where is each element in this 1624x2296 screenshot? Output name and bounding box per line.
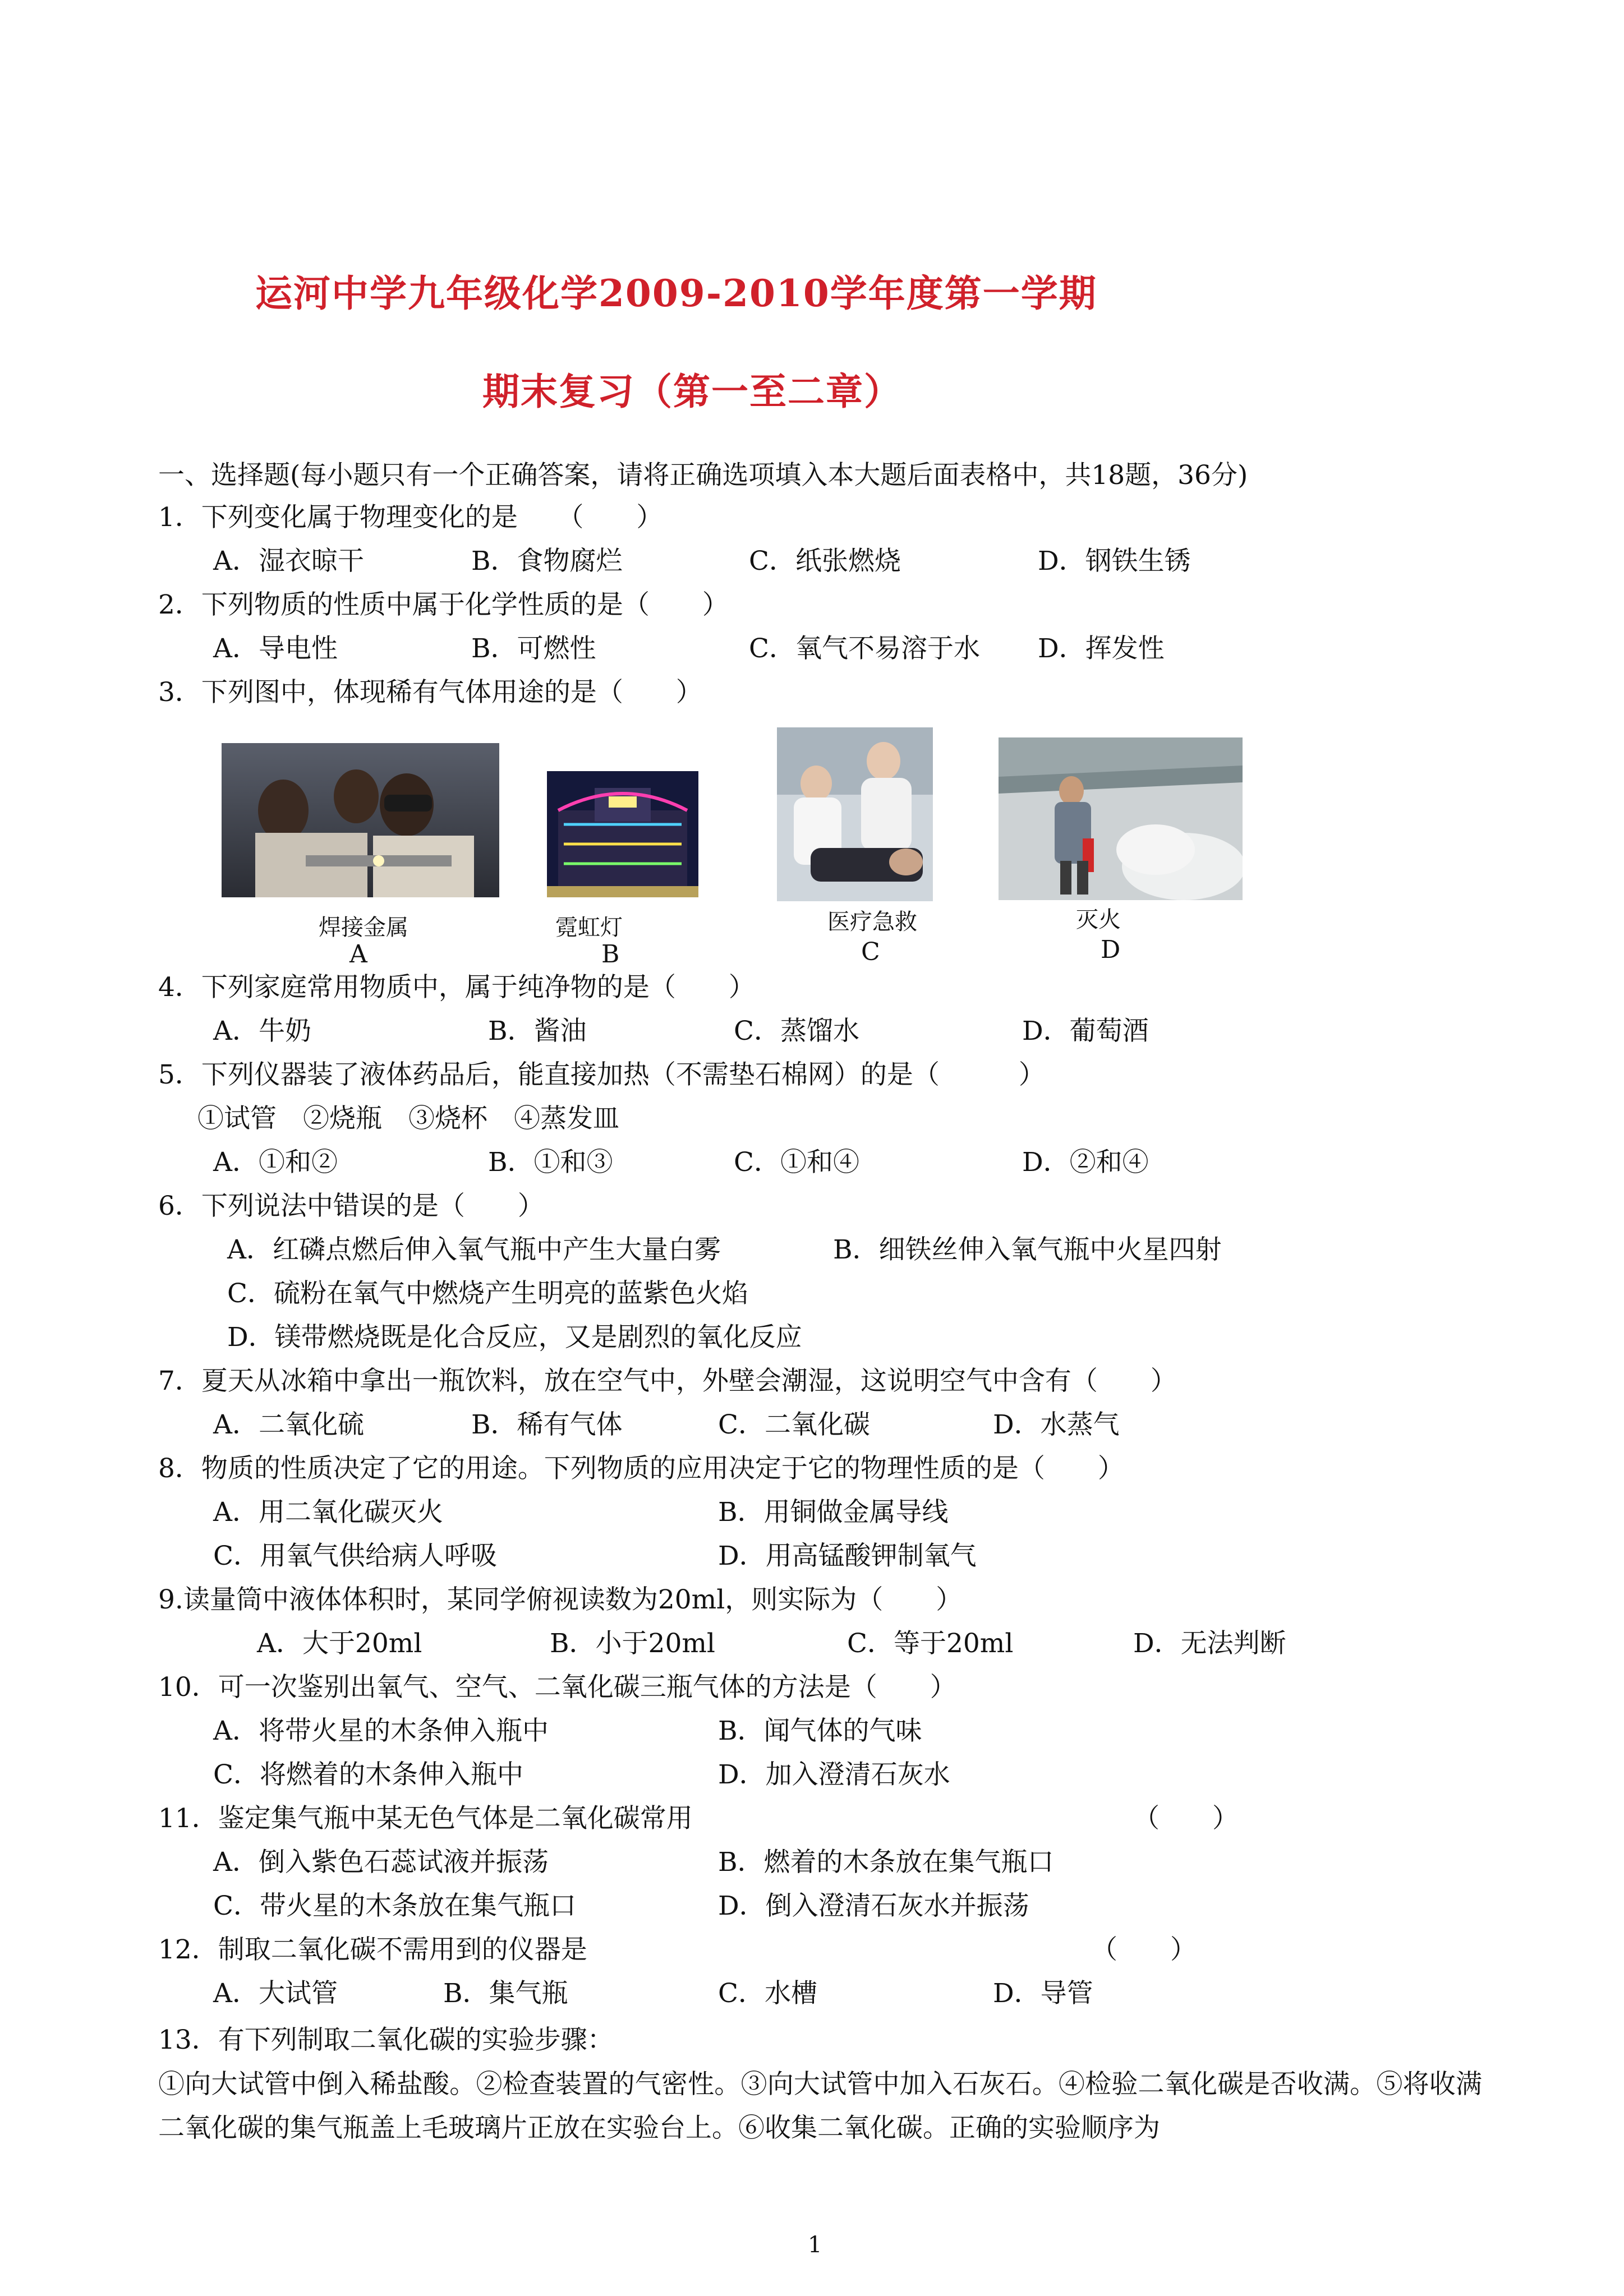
question-8-option-c: C．用氧气供给病人呼吸 [213,1541,497,1571]
question-6-option-b: B．细铁丝伸入氧气瓶中火星四射 [833,1234,1222,1265]
caption-a: 焊接金属 [319,915,408,940]
question-9-stem: 9.读量筒中液体体积时，某同学俯视读数为20ml，则实际为（ ） [158,1584,963,1615]
question-2-option-c: C．氧气不易溶于水 [749,633,980,664]
question-12-option-c: C．水槽 [718,1978,817,2009]
question-9-option-a: A．大于20ml [257,1628,422,1659]
question-11-stem: 11．鉴定集气瓶中某无色气体是二氧化碳常用 [158,1803,693,1834]
question-6-option-d: D．镁带燃烧既是化合反应，又是剧烈的氧化反应 [227,1322,802,1353]
question-5-option-c: C．①和④ [734,1147,859,1178]
question-4-option-a: A．牛奶 [213,1016,311,1046]
question-8-option-a: A．用二氧化碳灭火 [213,1497,443,1528]
question-4-option-b: B．酱油 [488,1016,587,1046]
page-title-line2: 期末复习（第一至二章） [482,370,902,413]
question-12-option-d: D．导管 [993,1978,1093,2009]
question-10-option-a: A．将带火星的木条伸入瓶中 [213,1716,549,1746]
question-12-paren: （ ） [1091,1934,1197,1965]
question-5-option-b: B．①和③ [488,1147,613,1178]
question-11-option-d: D．倒入澄清石灰水并振荡 [718,1891,1029,1921]
question-9-option-b: B．小于20ml [550,1628,715,1659]
page-title-line1: 运河中学九年级化学2009-2010学年度第一学期 [255,271,1097,315]
question-7-option-b: B．稀有气体 [471,1409,623,1440]
question-9-option-d: D．无法判断 [1133,1628,1286,1659]
question-6-option-c: C．硫粉在氧气中燃烧产生明亮的蓝紫色火焰 [227,1278,748,1309]
question-5-items: ①试管 ②烧瓶 ③烧杯 ④蒸发皿 [197,1103,619,1134]
letter-d: D [1101,935,1121,964]
letter-b: B [601,940,620,969]
caption-c: 医疗急救 [827,909,917,935]
question-8-stem: 8．物质的性质决定了它的用途。下列物质的应用决定于它的物理性质的是（ ） [158,1453,1124,1484]
welding-photo [222,743,499,897]
caption-d: 灭火 [1076,907,1121,933]
letter-a: A [349,940,367,969]
neon-light-photo [547,771,698,897]
question-1-option-d: D．钢铁生锈 [1038,546,1191,577]
question-4-stem: 4．下列家庭常用物质中，属于纯净物的是（ ） [158,972,755,1003]
question-8-option-b: B．用铜做金属导线 [718,1497,949,1528]
question-10-option-d: D．加入澄清石灰水 [718,1759,950,1790]
question-10-option-b: B．闻气体的气味 [718,1716,922,1746]
question-5-stem: 5．下列仪器装了液体药品后，能直接加热（不需垫石棉网）的是（ ） [158,1059,1045,1090]
question-5-option-d: D．②和④ [1022,1147,1149,1178]
question-12-option-b: B．集气瓶 [443,1978,568,2009]
question-10-stem: 10．可一次鉴别出氧气、空气、二氧化碳三瓶气体的方法是（ ） [158,1672,956,1703]
question-2-option-a: A．导电性 [213,633,338,664]
medical-rescue-photo [777,727,933,901]
question-2-option-b: B．可燃性 [471,633,596,664]
question-5-option-a: A．①和② [213,1147,338,1178]
question-4-option-d: D．葡萄酒 [1022,1016,1149,1046]
question-1-option-c: C．纸张燃烧 [749,546,901,577]
fire-extinguishing-photo [999,737,1243,900]
question-8-option-d: D．用高锰酸钾制氧气 [718,1541,977,1571]
section-heading: 一、选择题(每小题只有一个正确答案，请将正确选项填入本大题后面表格中，共18题，36分) [158,460,1248,491]
question-10-option-c: C．将燃着的木条伸入瓶中 [213,1759,523,1790]
question-2-stem: 2．下列物质的性质中属于化学性质的是（ ） [158,589,729,620]
question-7-stem: 7．夏天从冰箱中拿出一瓶饮料，放在空气中，外壁会潮湿，这说明空气中含有（ ） [158,1366,1177,1396]
question-1-option-b: B．食物腐烂 [471,546,623,577]
question-7-option-c: C．二氧化碳 [718,1409,870,1440]
question-1-option-a: A．湿衣晾干 [213,546,364,577]
question-11-option-a: A．倒入紫色石蕊试液并振荡 [213,1847,549,1878]
question-11-paren: （ ） [1133,1803,1239,1834]
question-13-stem: 13．有下列制取二氧化碳的实验步骤： [158,2025,614,2055]
question-1-stem: 1．下列变化属于物理变化的是 （ ） [158,502,663,533]
question-12-stem: 12．制取二氧化碳不需用到的仪器是 [158,1934,587,1965]
question-7-option-d: D．水蒸气 [993,1409,1120,1440]
question-12-option-a: A．大试管 [213,1978,338,2009]
letter-c: C [861,938,880,966]
question-11-option-b: B．燃着的木条放在集气瓶口 [718,1847,1054,1878]
question-13-body: ①向大试管中倒入稀盐酸。②检查装置的气密性。③向大试管中加入石灰石。④检验二氧化碳是否收满。⑤将收满二氧化碳的集气瓶盖上毛玻璃片正放在实验台上。⑥收集二氧化碳。正确的实验顺序为 [158,2069,1482,2143]
caption-b: 霓虹灯 [555,915,623,940]
question-9-option-c: C．等于20ml [847,1628,1014,1659]
question-2-option-d: D．挥发性 [1038,633,1165,664]
page-number: 1 [808,2232,822,2258]
question-3-stem: 3．下列图中，体现稀有气体用途的是（ ） [158,677,702,708]
question-6-stem: 6．下列说法中错误的是（ ） [158,1191,544,1221]
question-7-option-a: A．二氧化硫 [213,1409,364,1440]
question-4-option-c: C．蒸馏水 [734,1016,859,1046]
question-11-option-c: C．带火星的木条放在集气瓶口 [213,1891,576,1921]
question-6-option-a: A．红磷点燃后伸入氧气瓶中产生大量白雾 [227,1234,721,1265]
